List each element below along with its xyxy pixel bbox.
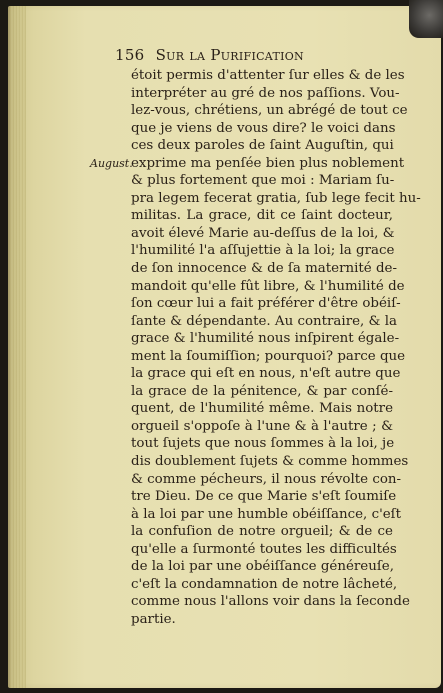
text-line: ment la ſoumiſſion; pourquoi? parce que <box>131 348 406 364</box>
text-line: tre Dieu. De ce que Marie s'eſt ſoumiſe <box>131 489 397 505</box>
text-line: ces deux paroles de ſaint Auguſtin, qui <box>131 138 394 154</box>
text-line: interpréter au gré de nos paſſions. Vou- <box>131 85 400 101</box>
text-line: comme nous l'allons voir dans la ſeconde <box>131 594 410 610</box>
text-line: grace & l'humilité nous inſpirent égale- <box>131 331 400 347</box>
page-number: 156 <box>115 46 145 64</box>
text-line: militas. La grace, dit ce ſaint docteur, <box>131 208 393 224</box>
text-line: avoit élevé Marie au-deſſus de la loi, & <box>131 225 395 241</box>
text-line: orgueil s'oppoſe à l'une & à l'autre ; & <box>131 418 393 434</box>
margin-note: August. <box>90 157 133 170</box>
text-line: c'eſt la condamnation de notre lâcheté, <box>131 576 398 592</box>
text-line: exprime ma penſée bien plus noblement <box>131 155 405 171</box>
text-line: la grace de la pénitence, & par conſé- <box>131 383 393 399</box>
text-line: la grace qui eſt en nous, n'eſt autre que <box>131 366 401 382</box>
text-line: à la loi par une humble obéiſſance, c'eſt <box>131 506 402 522</box>
text-line: & plus fortement que moi : Mariam ſu- <box>131 173 395 189</box>
text-line: partie. <box>131 611 176 627</box>
text-line: la confuſion de notre orgueil; & de ce <box>131 524 393 540</box>
text-line: ſon cœur lui a fait préférer d'être obéiſ- <box>131 296 401 312</box>
running-header <box>115 46 435 64</box>
text-line: étoit permis d'attenter ſur elles & de les <box>131 68 405 83</box>
text-line: lez-vous, chrétiens, un abrégé de tout ce <box>131 103 408 119</box>
text-line: l'humilité l'a aſſujettie à la loi; la grace <box>131 243 395 259</box>
text-line: que je viens de vous dire? le voici dans <box>131 120 396 136</box>
text-line: pra legem fecerat gratia, ſub lege fecit hu- <box>131 190 421 206</box>
text-line: dis doublement ſujets & comme hommes <box>131 454 409 470</box>
text-line: qu'elle a ſurmonté toutes les difficultés <box>131 541 397 557</box>
text-line: & comme pécheurs, il nous révolte con- <box>131 471 402 487</box>
text-line: de ſon innocence & de ſa maternité de- <box>131 261 397 277</box>
text-line: ſante & dépendante. Au contraire, & la <box>131 313 397 329</box>
text-line: mandoit qu'elle fût libre, & l'humilité de <box>131 278 405 294</box>
page-edges <box>10 6 26 688</box>
running-title: Sur la Purification <box>155 46 304 64</box>
text-line: de la loi par une obéiſſance généreuſe, <box>131 559 394 575</box>
binding-clip <box>409 0 443 38</box>
show-through-text <box>270 542 410 581</box>
text-line: quent, de l'humilité même. Mais notre <box>131 401 393 417</box>
text-line: tout ſujets que nous ſommes à la loi, je <box>131 436 395 452</box>
